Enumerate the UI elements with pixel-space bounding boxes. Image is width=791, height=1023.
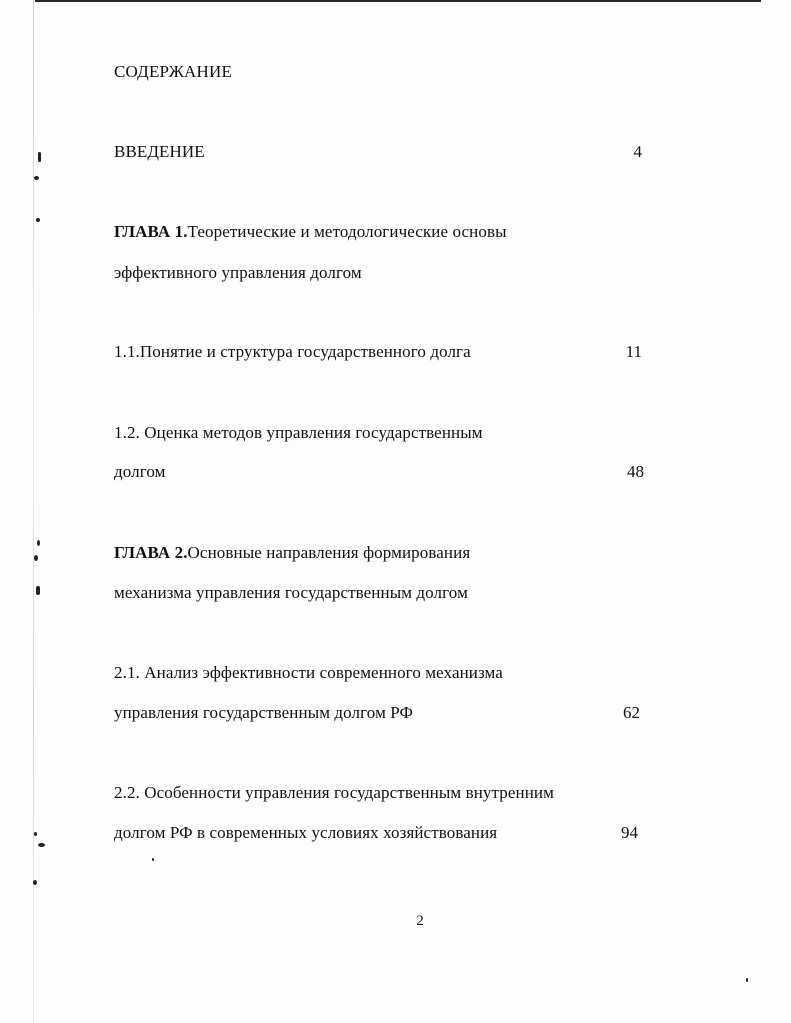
toc-entry-1-2-line1: 1.2. Оценка методов управления государственным	[114, 423, 483, 442]
toc-entry-1-1-page: 11	[625, 342, 642, 361]
chapter-1-title-line1: Теоретические и методологические основы	[187, 222, 507, 241]
toc-entry-2-1-page: 62	[623, 703, 640, 722]
chapter-2-title-line2: механизма управления государственным долгом	[114, 583, 468, 602]
toc-entry-1-2-page: 48	[627, 462, 644, 481]
chapter-1-title-line2: эффективного управления долгом	[114, 263, 362, 282]
toc-entry-2-2-line2: долгом РФ в современных условиях хозяйствования	[114, 823, 498, 842]
toc-entry-2-2-line1: 2.2. Особенности управления государственным внутренним	[114, 783, 554, 802]
toc-entry-2-1-line2: управления государственным долгом РФ	[114, 703, 414, 722]
toc-title: СОДЕРЖАНИЕ	[114, 62, 233, 81]
scan-speck	[37, 540, 40, 546]
chapter-2-heading	[114, 543, 470, 563]
chapter-1-heading	[114, 222, 507, 242]
scan-speck	[38, 843, 45, 847]
scan-speck	[746, 978, 748, 982]
chapter-2-prefix: ГЛАВА 2.	[114, 543, 188, 562]
scan-speck	[38, 152, 41, 162]
scan-speck	[34, 555, 38, 561]
toc-entry-1-1: 1.1.Понятие и структура государственного долга	[114, 342, 471, 361]
scan-speck	[152, 858, 154, 861]
scan-speck	[36, 218, 40, 222]
toc-entry-intro-label: ВВЕДЕНИЕ	[114, 142, 205, 161]
scan-speck	[34, 176, 39, 180]
toc-entry-2-2-page: 94	[621, 823, 638, 842]
scan-left-border	[33, 0, 34, 1023]
toc-entry-2-1-line1: 2.1. Анализ эффективности современного механизма	[114, 663, 503, 682]
toc-entry-1-2-line2: долгом	[114, 462, 166, 481]
page-number: 2	[416, 913, 424, 929]
scan-speck	[33, 880, 37, 885]
scan-speck	[34, 832, 37, 836]
toc-entry-intro-page: 4	[633, 142, 642, 161]
chapter-1-prefix: ГЛАВА 1.	[114, 222, 188, 241]
scan-speck	[36, 586, 40, 595]
chapter-2-title-line1: Основные направления формирования	[187, 543, 471, 562]
scan-top-border	[35, 0, 761, 2]
